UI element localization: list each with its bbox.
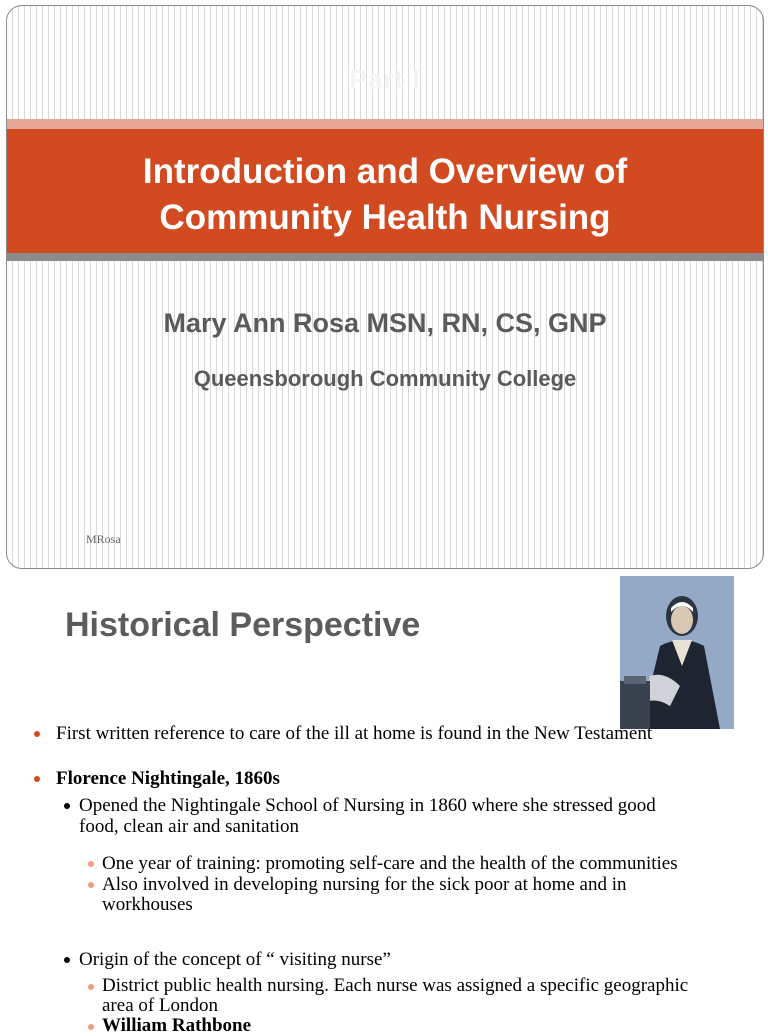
list-item: District public health nursing. Each nurse was assigned a specific geographic bbox=[102, 975, 689, 996]
title-band-bottom-stripe bbox=[7, 253, 763, 261]
college-name: Queensborough Community College bbox=[193, 366, 577, 391]
title-band-top-stripe bbox=[7, 119, 763, 129]
bullet-level3 bbox=[88, 984, 94, 990]
list-item: Opened the Nightingale School of Nursing in 1860 where she stressed good bbox=[79, 795, 656, 816]
list-item: William Rathbone bbox=[102, 1015, 252, 1036]
slide-title-line2: Community Health Nursing bbox=[159, 198, 611, 237]
list-item-continuation: workhouses bbox=[102, 894, 193, 915]
portrait-image bbox=[620, 576, 734, 729]
part-label: Part I bbox=[349, 64, 421, 94]
slide-footer: MRosa bbox=[86, 532, 121, 546]
title-slide bbox=[6, 5, 764, 569]
list-item: Florence Nightingale, 1860s bbox=[56, 768, 280, 789]
bullet-level3 bbox=[88, 861, 94, 867]
portrait-florence-nightingale-icon bbox=[620, 576, 734, 729]
bullet-level3 bbox=[88, 1024, 94, 1030]
list-item: First written reference to care of the ill at home is found in the New Testament bbox=[56, 723, 653, 744]
list-item: Also involved in developing nursing for the sick poor at home and in bbox=[102, 874, 627, 895]
slide-title bbox=[7, 149, 763, 241]
author-name: Mary Ann Rosa MSN, RN, CS, GNP bbox=[163, 308, 607, 338]
section-heading: Historical Perspective bbox=[65, 606, 421, 644]
bullet-level1 bbox=[34, 776, 40, 782]
bullet-level2 bbox=[64, 957, 70, 963]
list-item-continuation: area of London bbox=[102, 995, 219, 1016]
bullet-level3 bbox=[88, 882, 94, 888]
list-item-continuation: food, clean air and sanitation bbox=[79, 816, 300, 837]
slide-title-line1: Introduction and Overview of bbox=[142, 152, 628, 191]
list-item: Origin of the concept of “ visiting nurse” bbox=[79, 949, 391, 970]
list-item: One year of training: promoting self-care and the health of the communities bbox=[102, 853, 678, 874]
bullet-level1 bbox=[34, 731, 40, 737]
bullet-level2 bbox=[64, 803, 70, 809]
